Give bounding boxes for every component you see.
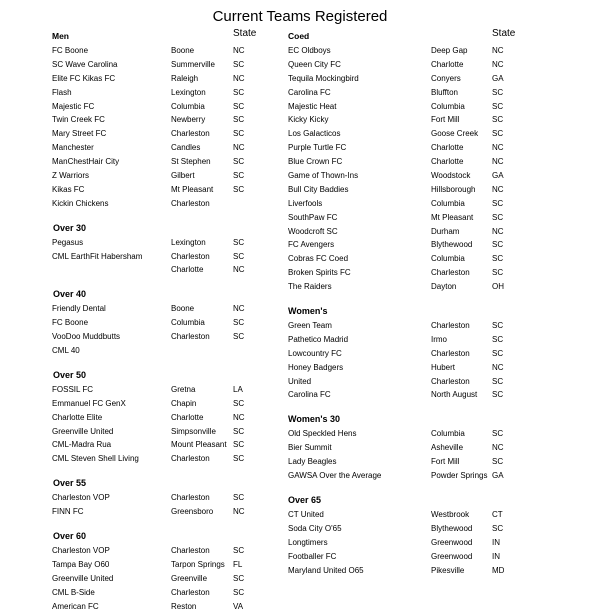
team-row xyxy=(286,44,600,58)
team-city: Charlotte xyxy=(171,412,204,422)
team-city: Charleston xyxy=(171,332,210,342)
team-name: Maryland United O65 xyxy=(288,565,364,575)
team-state: SC xyxy=(233,318,245,328)
team-state: NC xyxy=(233,73,245,83)
team-row xyxy=(286,550,600,564)
team-row xyxy=(0,169,280,183)
team-city: Pikesville xyxy=(431,565,465,575)
division-title: Over 60 xyxy=(53,531,87,542)
team-row xyxy=(0,586,280,600)
team-name: Pathetico Madrid xyxy=(288,334,349,344)
team-name: Greenville United xyxy=(52,426,114,436)
team-row xyxy=(286,455,600,469)
team-state: VA xyxy=(233,601,244,611)
team-row xyxy=(0,100,280,114)
team-city: Charleston xyxy=(171,587,210,597)
team-name: VooDoo Muddbutts xyxy=(52,332,121,342)
team-state: SC xyxy=(233,129,245,139)
team-city: Conyers xyxy=(431,73,461,83)
team-name: Longtimers xyxy=(288,537,328,547)
team-city: Candles xyxy=(171,143,201,153)
team-name: CT United xyxy=(288,509,324,519)
team-name: Kicky Kicky xyxy=(288,115,329,125)
division-over-50 xyxy=(0,368,280,466)
team-state: SC xyxy=(492,254,504,264)
team-name: Pegasus xyxy=(52,237,84,247)
team-state: CT xyxy=(492,509,503,519)
team-city: Mount Pleasant xyxy=(171,440,227,450)
team-row xyxy=(0,250,280,264)
team-city: Summerville xyxy=(171,59,216,69)
team-row xyxy=(0,330,280,344)
team-city: Charlotte xyxy=(171,265,204,275)
team-name: Bull City Baddies xyxy=(288,184,349,194)
team-state: SC xyxy=(233,454,245,464)
team-state: SC xyxy=(233,440,245,450)
division-title: Men xyxy=(52,31,69,41)
team-city: St Stephen xyxy=(171,157,211,167)
team-city: Raleigh xyxy=(171,73,199,83)
team-city: Charleston xyxy=(171,251,210,261)
team-state: SC xyxy=(492,240,504,250)
team-city: Charlotte xyxy=(431,59,464,69)
team-name: CML B-Side xyxy=(52,587,95,597)
team-name: Charleston VOP xyxy=(52,546,110,556)
division-title: Coed xyxy=(288,31,310,41)
team-name: Liverfools xyxy=(288,198,323,208)
right-column xyxy=(286,28,600,577)
team-city: Charleston xyxy=(431,321,470,331)
team-state: SC xyxy=(233,493,245,503)
team-row xyxy=(286,58,600,72)
team-name: The Raiders xyxy=(288,282,332,292)
division-title: Women's 30 xyxy=(288,414,340,425)
team-city: Reston xyxy=(171,601,197,611)
team-state: SC xyxy=(492,198,504,208)
page-title: Current Teams Registered xyxy=(212,8,388,25)
team-state: SC xyxy=(233,87,245,97)
team-row xyxy=(0,344,280,358)
team-state: LA xyxy=(233,384,243,394)
team-row xyxy=(0,316,280,330)
team-row xyxy=(286,225,600,239)
team-row xyxy=(0,58,280,72)
team-state: SC xyxy=(233,184,245,194)
team-city: Hubert xyxy=(431,362,456,372)
team-name: United xyxy=(288,376,312,386)
state-column-header: State xyxy=(233,28,257,39)
team-city: Gretna xyxy=(171,384,196,394)
team-name: EC Oldboys xyxy=(288,46,331,55)
team-city: Lexington xyxy=(171,87,206,97)
team-row xyxy=(0,183,280,197)
team-row xyxy=(0,383,280,397)
team-row xyxy=(0,572,280,586)
state-column-header: State xyxy=(492,28,516,39)
team-row xyxy=(0,302,280,316)
team-name: Friendly Dental xyxy=(52,304,106,314)
team-name: Lady Beagles xyxy=(288,457,337,467)
team-name: Majestic FC xyxy=(52,101,95,111)
team-city: Woodstock xyxy=(431,171,471,181)
team-row xyxy=(286,252,600,266)
team-city: Goose Creek xyxy=(431,129,479,139)
team-city: Charlotte xyxy=(431,157,464,167)
team-row xyxy=(286,86,600,100)
team-row xyxy=(286,100,600,114)
team-row xyxy=(286,280,600,294)
team-city: Columbia xyxy=(431,429,465,439)
team-state: NC xyxy=(492,46,504,55)
team-name: Broken Spirits FC xyxy=(288,268,351,278)
team-row xyxy=(0,141,280,155)
division-women-s-30 xyxy=(286,412,600,483)
team-name: Old Speckled Hens xyxy=(288,429,357,439)
team-state: SC xyxy=(492,523,504,533)
team-city: Columbia xyxy=(431,198,465,208)
team-row xyxy=(0,438,280,452)
team-name: Lowcountry FC xyxy=(288,348,342,358)
division-over-55 xyxy=(0,476,280,519)
left-column xyxy=(0,28,280,614)
team-state: SC xyxy=(492,268,504,278)
team-name: Mary Street FC xyxy=(52,129,107,139)
team-name: Woodcroft SC xyxy=(288,226,338,236)
team-state: NC xyxy=(233,507,245,517)
team-state: SC xyxy=(233,573,245,583)
team-row xyxy=(0,155,280,169)
team-name: Queen City FC xyxy=(288,59,341,69)
team-row xyxy=(286,469,600,483)
team-row xyxy=(0,197,280,211)
team-state: OH xyxy=(492,282,504,292)
team-name: Charlotte Elite xyxy=(52,412,103,422)
division-over-40 xyxy=(0,287,280,358)
team-state: NC xyxy=(492,184,504,194)
team-row xyxy=(286,361,600,375)
team-state: SC xyxy=(492,376,504,386)
team-city: Lexington xyxy=(171,237,206,247)
team-row xyxy=(286,197,600,211)
team-city: Blythewood xyxy=(431,523,473,533)
team-city: Charleston xyxy=(171,546,210,556)
team-state: SC xyxy=(233,101,245,111)
team-name: CML Steven Shell Living xyxy=(52,454,139,464)
division-title: Over 40 xyxy=(53,289,87,300)
team-city: Columbia xyxy=(431,254,465,264)
team-city: Boone xyxy=(171,304,195,314)
team-name: Honey Badgers xyxy=(288,362,344,372)
team-row xyxy=(0,113,280,127)
team-name: Game of Thown-Ins xyxy=(288,171,359,181)
team-name: Footballer FC xyxy=(288,551,337,561)
team-row xyxy=(286,508,600,522)
team-row xyxy=(0,127,280,141)
division-title: Over 65 xyxy=(288,494,322,505)
team-state: SC xyxy=(492,348,504,358)
team-city: Bluffton xyxy=(431,87,458,97)
team-city: Columbia xyxy=(431,101,465,111)
team-name: American FC xyxy=(52,601,99,611)
team-state: NC xyxy=(492,59,504,69)
team-name: Flash xyxy=(52,87,72,97)
team-name: FC Avengers xyxy=(288,240,335,250)
team-name: CML-Madra Rua xyxy=(52,440,112,450)
team-state: NC xyxy=(233,143,245,153)
team-state: NC xyxy=(492,443,504,453)
team-name: Elite FC Kikas FC xyxy=(52,73,116,83)
team-name: CML 40 xyxy=(52,346,80,356)
team-state: NC xyxy=(492,362,504,372)
team-row xyxy=(286,536,600,550)
team-row xyxy=(286,427,600,441)
team-name: FC Boone xyxy=(52,46,89,55)
team-state: SC xyxy=(233,237,245,247)
team-city: Charleston xyxy=(171,454,210,464)
team-city: Charleston xyxy=(431,348,470,358)
team-row xyxy=(286,238,600,252)
team-row xyxy=(286,564,600,578)
team-city: Powder Springs xyxy=(431,471,488,481)
team-name: GAWSA Over the Average xyxy=(288,471,382,481)
division-over-65 xyxy=(286,493,600,577)
team-name: Cobras FC Coed xyxy=(288,254,349,264)
team-row xyxy=(286,169,600,183)
team-city: Charleston xyxy=(171,198,210,208)
team-state: MD xyxy=(492,565,505,575)
team-row xyxy=(0,397,280,411)
team-city: Charleston xyxy=(431,376,470,386)
team-name: Soda City O'65 xyxy=(288,523,342,533)
team-city: Dayton xyxy=(431,282,457,292)
team-state: SC xyxy=(233,426,245,436)
team-row xyxy=(0,558,280,572)
division-coed xyxy=(286,28,600,294)
division-men xyxy=(0,28,280,211)
team-city: Mt Pleasant xyxy=(171,184,214,194)
team-name: Manchester xyxy=(52,143,94,153)
team-row xyxy=(0,505,280,519)
team-name: Majestic Heat xyxy=(288,101,337,111)
division-over-30 xyxy=(0,221,280,278)
team-city: Deep Gap xyxy=(431,46,468,55)
team-city: Hillsborough xyxy=(431,184,476,194)
team-row xyxy=(286,522,600,536)
team-state: NC xyxy=(233,46,245,55)
team-name: Emmanuel FC GenX xyxy=(52,398,126,408)
team-city: Blythewood xyxy=(431,240,473,250)
team-city: Durham xyxy=(431,226,460,236)
division-title: Women's xyxy=(288,306,328,317)
team-row xyxy=(0,600,280,614)
team-state: NC xyxy=(233,265,245,275)
team-row xyxy=(0,236,280,250)
team-row xyxy=(286,127,600,141)
team-state: SC xyxy=(233,546,245,556)
team-name: Purple Turtle FC xyxy=(288,143,347,153)
team-name: Kikas FC xyxy=(52,184,85,194)
team-state: NC xyxy=(233,304,245,314)
team-row xyxy=(0,544,280,558)
team-state: GA xyxy=(492,171,504,181)
team-name: FOSSIL FC xyxy=(52,384,94,394)
team-city: Charleston xyxy=(171,493,210,503)
team-city: Charlotte xyxy=(431,143,464,153)
team-city: Fort Mill xyxy=(431,115,460,125)
team-row xyxy=(286,113,600,127)
division-title: Over 50 xyxy=(53,369,87,380)
team-name: FC Boone xyxy=(52,318,89,328)
team-state: GA xyxy=(492,73,504,83)
team-state: SC xyxy=(233,251,245,261)
team-state: SC xyxy=(492,129,504,139)
team-state: SC xyxy=(233,587,245,597)
team-name: Carolina FC xyxy=(288,390,331,400)
team-city: Fort Mill xyxy=(431,457,460,467)
team-state: SC xyxy=(492,457,504,467)
team-row xyxy=(0,263,280,277)
team-name: Greenville United xyxy=(52,573,114,583)
team-state: NC xyxy=(492,157,504,167)
division-title: Over 55 xyxy=(53,478,87,489)
team-state: IN xyxy=(492,551,500,561)
team-name: Twin Creek FC xyxy=(52,115,105,125)
team-state: SC xyxy=(233,115,245,125)
team-row xyxy=(0,425,280,439)
team-row xyxy=(286,72,600,86)
team-name: Carolina FC xyxy=(288,87,331,97)
team-row xyxy=(0,44,280,58)
team-state: NC xyxy=(492,143,504,153)
team-row xyxy=(286,266,600,280)
team-state: IN xyxy=(492,537,500,547)
team-name: Tequila Mockingbird xyxy=(288,73,359,83)
team-name: Z Warriors xyxy=(52,171,90,181)
team-state: GA xyxy=(492,471,504,481)
team-name: Bier Summit xyxy=(288,443,332,453)
team-row xyxy=(286,388,600,402)
team-row xyxy=(286,333,600,347)
team-state: SC xyxy=(233,332,245,342)
team-row xyxy=(0,411,280,425)
team-state: SC xyxy=(492,115,504,125)
team-city: Charleston xyxy=(431,268,470,278)
team-row xyxy=(0,491,280,505)
team-city: Chapin xyxy=(171,398,197,408)
division-title: Over 30 xyxy=(53,222,87,233)
column-header xyxy=(0,28,280,42)
team-name: CML EarthFit Habersham xyxy=(52,251,143,261)
division-women-s xyxy=(286,304,600,402)
team-city: Irmo xyxy=(431,334,447,344)
team-city: Simpsonville xyxy=(171,426,216,436)
team-row xyxy=(286,141,600,155)
team-city: Charleston xyxy=(171,129,210,139)
team-city: Greensboro xyxy=(171,507,214,517)
team-row xyxy=(286,375,600,389)
team-name: Charleston VOP xyxy=(52,493,110,503)
team-city: Gilbert xyxy=(171,171,195,181)
team-state: SC xyxy=(492,321,504,331)
team-state: SC xyxy=(233,171,245,181)
team-row xyxy=(0,72,280,86)
team-name: Los Galacticos xyxy=(288,129,341,139)
team-state: FL xyxy=(233,559,243,569)
team-name: SC Wave Carolina xyxy=(52,59,118,69)
team-state: NC xyxy=(233,412,245,422)
team-name: Green Team xyxy=(288,321,332,331)
team-name: Kickin Chickens xyxy=(52,198,109,208)
team-state: SC xyxy=(492,212,504,222)
team-row xyxy=(286,347,600,361)
team-state: SC xyxy=(233,398,245,408)
team-row xyxy=(286,155,600,169)
team-state: SC xyxy=(492,334,504,344)
team-row xyxy=(286,211,600,225)
team-name: SouthPaw FC xyxy=(288,212,338,222)
team-city: Mt Pleasant xyxy=(431,212,474,222)
team-city: Newberry xyxy=(171,115,206,125)
team-state: SC xyxy=(233,59,245,69)
team-city: Greenville xyxy=(171,573,208,583)
team-state: SC xyxy=(492,429,504,439)
team-city: Greenwood xyxy=(431,551,473,561)
team-city: Columbia xyxy=(171,318,205,328)
team-city: North August xyxy=(431,390,478,400)
team-row xyxy=(0,86,280,100)
team-name: Tampa Bay O60 xyxy=(52,559,110,569)
team-city: Boone xyxy=(171,46,195,55)
team-city: Columbia xyxy=(171,101,205,111)
team-name: Blue Crown FC xyxy=(288,157,343,167)
team-name: ManChestHair City xyxy=(52,157,120,167)
team-row xyxy=(286,319,600,333)
division-over-60 xyxy=(0,529,280,613)
team-city: Asheville xyxy=(431,443,464,453)
team-state: SC xyxy=(233,157,245,167)
team-row xyxy=(286,441,600,455)
column-header xyxy=(286,28,600,42)
team-row xyxy=(0,452,280,466)
team-name: FINN FC xyxy=(52,507,84,517)
team-state: SC xyxy=(492,101,504,111)
team-city: Westbrook xyxy=(431,509,470,519)
team-state: NC xyxy=(492,226,504,236)
team-row xyxy=(286,183,600,197)
team-city: Greenwood xyxy=(431,537,473,547)
team-state: SC xyxy=(492,87,504,97)
team-state: SC xyxy=(492,390,504,400)
team-city: Tarpon Springs xyxy=(171,559,225,569)
